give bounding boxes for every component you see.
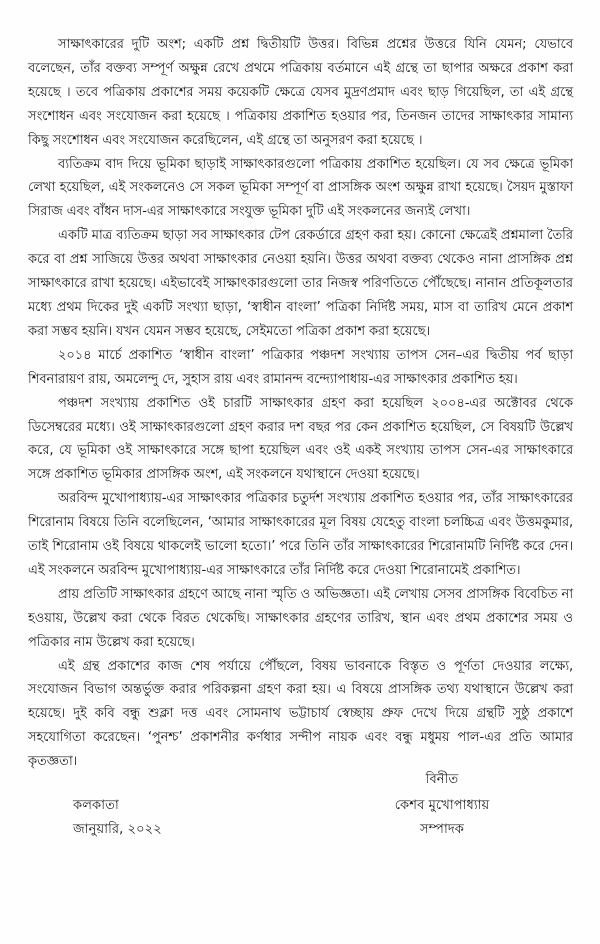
paragraph-interviews-2004: পঞ্চদশ সংখ্যায় প্রকাশিত ওই চারটি সাক্ষাৎকার গ্রহণ করা হয়েছিল ২০০৪-এর অক্টোবর থেকে ডিসেম্বরের মধ্যে। ওই সাক্ষাৎকারগুলো গ্রহণ করার দশ বছর পর কেন প্রকাশিত হয়েছিল, সে বিষয়টি উল্লেখ করে, যে ভূমিকা ওই সাক্ষাৎকারে সঙ্গে ছাপা হয়েছিল এবং ওই একই সংখ্যায় তাপস সেন-এর সাক্ষাৎকারে সঙ্গে প্রকাশিত ভূমিকার প্রাসঙ্গিক অংশ, এই সংকলনে যথাস্থানে দেওয়া হয়েছে। bbox=[28, 395, 573, 483]
date-text: জানুয়ারি, ২০২২ bbox=[73, 822, 162, 837]
paragraph-recording-method: একটি মাত্র ব্যতিক্রম ছাড়া সব সাক্ষাৎকার টেপ রেকর্ডারে গ্রহণ করা হয়। কোনো ক্ষেত্রেই প্রশ্নমালা তৈরি করে বা প্রশ্ন সাজিয়ে উত্তর অথবা সাক্ষাৎকার নেওয়া হয়নি। উত্তর অথবা বক্তব্য থেকেও নানা প্রাসঙ্গিক প্রশ্ন সাক্ষাৎকারে রাখা হয়েছে। এইভাবেই সাক্ষাৎকারগুলো তার নিজস্ব পরিণতিতে পৌঁছেছে। নানান প্রতিকূলতার মধ্যে প্রথম দিকের দুই একটি সংখ্যা ছাড়া, ‘স্বাধীন বাংলা’ পত্রিকা নির্দিষ্ট সময়, মাস বা তারিখ মেনে প্রকাশ করা সম্ভব হয়নি। যখন যেমন সম্ভব হয়েছে, সেইমতো পত্রিকা প্রকাশ করা হয়েছে। bbox=[28, 228, 573, 339]
paragraph-acknowledgements: এই গ্রন্থ প্রকাশের কাজ শেষ পর্যায়ে পৌঁছলে, বিষয় ভাবনাকে বিস্তৃত ও পূর্ণতা দেওয়ার লক্ষ্যে, সংযোজন বিভাগ অন্তর্ভুক্ত করার পরিকল্পনা গ্রহণ করা হয়। এ বিষয়ে প্রাসঙ্গিক তথ্য যথাস্থানে উল্লেখ করা হয়েছে। দুই কবি বন্ধু শুক্লা দত্ত এবং সোমনাথ ভট্টাচার্য স্বেচ্ছায় প্রুফ দেখে দিয়ে গ্রন্থটি সুষ্ঠু প্রকাশে সহযোগিতা করেছেন। ‘পুনশ্চ’ প্রকাশনীর কর্ণধার সন্দীপ নায়ক এবং বন্ধু মধুময় পাল-এর প্রতি আমার কৃতজ্ঞতা। bbox=[28, 658, 573, 770]
author-name: কেশব মুখোপাধ্যায় bbox=[394, 798, 490, 813]
signoff-block bbox=[0, 765, 600, 855]
document-body bbox=[28, 33, 573, 774]
place-text: কলকাতা bbox=[73, 798, 119, 813]
paragraph-fifteenth-issue: ২০১৪ মার্চে প্রকাশিত ‘স্বাধীন বাংলা’ পত্রিকার পঞ্চদশ সংখ্যায় তাপস সেন–এর দ্বিতীয় পর্ব ছাড়া শিবনারায়ণ রায়, অমলেন্দু দে, সুহাস রায় এবং রামানন্দ বন্দ্যোপাধায়-এর সাক্ষাৎকার প্রকাশিত হয়। bbox=[28, 347, 573, 387]
paragraph-memories: প্রায় প্রতিটি সাক্ষাৎকার গ্রহণে আছে নানা স্মৃতি ও অভিজ্ঞতা। এই লেখায় সেসব প্রাসঙ্গিক বিবেচিত না হওয়ায়, উল্লেখ করা থেকে বিরত থেকেছি। সাক্ষাৎকার গ্রহণের তারিখ, স্থান এবং প্রথম প্রকাশের সময় ও পত্রিকার নাম উল্লেখ করা হয়েছে। bbox=[28, 586, 573, 650]
closing-text: বিনীত bbox=[425, 772, 459, 787]
paragraph-introductions: ব্যতিক্রম বাদ দিয়ে ভূমিকা ছাড়াই সাক্ষাৎকারগুলো পত্রিকায় প্রকাশিত হয়েছিল। যে সব ক্ষেত্রে ভূমিকা লেখা হয়েছিল, এই সংকলনেও সে সকল ভূমিকা সম্পূর্ণ বা প্রাসঙ্গিক অংশ অক্ষুন্ন রাখা হয়েছে। সৈয়দ মুস্তাফা সিরাজ এবং বাঁধন দাস-এর সাক্ষাৎকারে সংযুক্ত ভূমিকা দুটি এই সংকলনের জন্যই লেখা। bbox=[28, 156, 573, 220]
paragraph-title-note: অরবিন্দ মুখোপাধ্যায়-এর সাক্ষাৎকার পত্রিকার চতুর্দশ সংখ্যায় প্রকাশিত হওয়ার পর, তাঁর সাক্ষাৎকারের শিরোনাম বিষয়ে তিনি বলেছিলেন, ‘আমার সাক্ষাৎকারের মূল বিষয় যেহেতু বাংলা চলচ্চিত্র এবং উত্তমকুমার, তাই শিরোনাম ওই বিষয়ে থাকলেই ভালো হতো।’ পরে তিনি তাঁর সাক্ষাৎকারের শিরোনামটি নির্দিষ্ট করে দেন। এই সংকলনে অরবিন্দ মুখোপাধ্যায়-এর সাক্ষাৎকারে তাঁর নির্দিষ্ট করে দেওয়া শিরোনামেই প্রকাশিত। bbox=[28, 491, 573, 578]
paragraph-interview-format: সাক্ষাৎকারের দুটি অংশ; একটি প্রশ্ন দ্বিতীয়টি উত্তর। বিভিন্ন প্রশ্নের উত্তরে যিনি যেমন; যেভাবে বলেছেন, তাঁর বক্তব্য সম্পূর্ণ অক্ষুন্ন রেখে প্রথমে পত্রিকায় বর্তমানে এই গ্রন্থে তা ছাপার অক্ষরে প্রকাশ করা হয়েছে । তবে পত্রিকায় প্রকাশের সময় কয়েকটি ক্ষেত্রে যেসব মুদ্রণপ্রমাদ এবং ছাড় গিয়েছিল, তা এই গ্রন্থে সংশোধন এবং সংযোজন করা হয়েছে । পত্রিকায় প্রকাশিত হওয়ার পর, তিনজন তাদের সাক্ষাৎকার সামান্য কিছু সংশোধন এবং সংযোজন করেছিলেন, এই গ্রন্থে তা অনুসরণ করা হয়েছে । bbox=[28, 37, 573, 148]
author-title: সম্পাদক bbox=[420, 822, 464, 837]
